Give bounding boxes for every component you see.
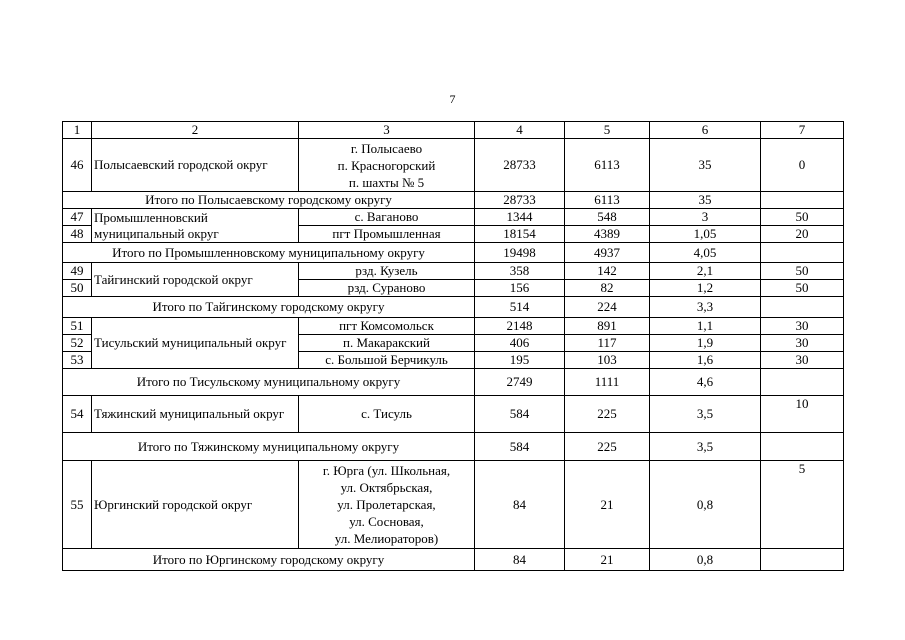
header-cell: 4 — [475, 122, 565, 139]
value-cell — [761, 549, 844, 571]
total-row — [63, 549, 844, 571]
value-cell — [761, 192, 844, 209]
value-cell: 103 — [565, 352, 650, 369]
value-cell: 1344 — [475, 209, 565, 226]
value-cell: 3,3 — [650, 297, 761, 318]
total-label: Итого по Тяжинскому муниципальному округу — [63, 433, 475, 461]
total-label: Итого по Юргинскому городскому округу — [63, 549, 475, 571]
value-cell: 3 — [650, 209, 761, 226]
row-number: 48 — [63, 226, 92, 243]
value-cell: 406 — [475, 335, 565, 352]
value-cell: 50 — [761, 263, 844, 280]
value-cell: 30 — [761, 318, 844, 335]
total-row — [63, 433, 844, 461]
value-cell: 891 — [565, 318, 650, 335]
settlement-name: ул. Мелиораторов) — [334, 531, 439, 546]
value-cell: 28733 — [475, 192, 565, 209]
header-cell: 7 — [761, 122, 844, 139]
table-row — [63, 209, 844, 226]
value-cell: 548 — [565, 209, 650, 226]
value-cell: 2,1 — [650, 263, 761, 280]
value-cell: 2148 — [475, 318, 565, 335]
value-cell: 1,6 — [650, 352, 761, 369]
value-cell: 3,5 — [650, 396, 761, 433]
district-name: Тайгинский городской округ — [92, 263, 299, 297]
table-row — [63, 263, 844, 280]
value-cell: 3,5 — [650, 433, 761, 461]
header-cell: 2 — [92, 122, 299, 139]
value-cell: 0,8 — [650, 461, 761, 549]
value-cell: 1111 — [565, 369, 650, 396]
total-label: Итого по Тисульскому муниципальному округу — [63, 369, 475, 396]
value-cell: 514 — [475, 297, 565, 318]
page-number: 7 — [449, 92, 456, 106]
value-cell: 225 — [565, 433, 650, 461]
value-cell: 28733 — [475, 139, 565, 192]
district-name: Полысаевский городской округ — [92, 139, 299, 192]
value-cell: 1,2 — [650, 280, 761, 297]
settlement-name: пгт Комсомольск — [299, 318, 475, 335]
header-cell: 6 — [650, 122, 761, 139]
total-label: Итого по Тайгинскому городскому округу — [63, 297, 475, 318]
value-cell — [761, 369, 844, 396]
value-cell: 18154 — [475, 226, 565, 243]
settlement-name: п. Красногорский — [337, 157, 436, 173]
row-number: 46 — [63, 139, 92, 192]
total-row — [63, 297, 844, 318]
row-number: 55 — [63, 461, 92, 549]
value-cell: 224 — [565, 297, 650, 318]
table-row — [63, 318, 844, 335]
value-cell: 84 — [475, 461, 565, 549]
value-cell: 6113 — [565, 139, 650, 192]
value-cell: 35 — [650, 192, 761, 209]
district-name: Тяжинский муниципальный округ — [92, 396, 299, 433]
value-cell: 1,05 — [650, 226, 761, 243]
value-cell: 6113 — [565, 192, 650, 209]
value-cell: 30 — [761, 335, 844, 352]
settlement-name: с. Большой Берчикуль — [299, 352, 475, 369]
district-name: Тисульский муниципальный округ — [92, 318, 299, 369]
total-label: Итого по Полысаевскому городскому округу — [63, 192, 475, 209]
settlement-name: пгт Промышленная — [299, 226, 475, 243]
value-cell: 21 — [565, 549, 650, 571]
value-cell: 584 — [475, 396, 565, 433]
total-row — [63, 243, 844, 263]
settlement-name: рзд. Кузель — [299, 263, 475, 280]
row-number: 51 — [63, 318, 92, 335]
table-row — [63, 461, 844, 549]
table-row — [63, 139, 844, 192]
data-table — [62, 121, 844, 571]
row-number: 54 — [63, 396, 92, 433]
value-cell: 358 — [475, 263, 565, 280]
value-cell: 225 — [565, 396, 650, 433]
value-cell: 0 — [761, 139, 844, 192]
value-cell: 19498 — [475, 243, 565, 263]
settlement-name: рзд. Сураново — [299, 280, 475, 297]
value-cell — [761, 297, 844, 318]
value-cell: 195 — [475, 352, 565, 369]
value-cell: 21 — [565, 461, 650, 549]
settlement-cell — [299, 139, 475, 192]
value-cell: 4389 — [565, 226, 650, 243]
settlement-name: ул. Сосновая, — [349, 514, 424, 529]
total-row — [63, 369, 844, 396]
row-number: 47 — [63, 209, 92, 226]
value-cell: 142 — [565, 263, 650, 280]
total-row — [63, 192, 844, 209]
value-cell: 5 — [761, 461, 844, 549]
settlement-name: с. Тисуль — [299, 396, 475, 433]
header-cell: 5 — [565, 122, 650, 139]
value-cell: 2749 — [475, 369, 565, 396]
district-name: Промышленновский муниципальный округ — [92, 209, 299, 243]
settlement-name: с. Ваганово — [299, 209, 475, 226]
value-cell: 20 — [761, 226, 844, 243]
row-number: 53 — [63, 352, 92, 369]
settlement-name: п. Макаракский — [299, 335, 475, 352]
settlement-name: ул. Пролетарская, — [337, 497, 436, 512]
value-cell: 84 — [475, 549, 565, 571]
value-cell: 4,6 — [650, 369, 761, 396]
value-cell: 50 — [761, 209, 844, 226]
table-header-row — [63, 122, 844, 139]
value-cell: 1,9 — [650, 335, 761, 352]
settlement-name: ул. Октябрьская, — [340, 480, 433, 495]
value-cell: 10 — [761, 396, 844, 433]
settlement-name: г. Юрга (ул. Школьная, — [322, 463, 451, 478]
header-cell: 3 — [299, 122, 475, 139]
value-cell: 0,8 — [650, 549, 761, 571]
value-cell: 584 — [475, 433, 565, 461]
value-cell: 4937 — [565, 243, 650, 263]
settlement-name: п. шахты № 5 — [348, 174, 425, 190]
value-cell: 50 — [761, 280, 844, 297]
district-name: Юргинский городской округ — [92, 461, 299, 549]
settlement-name: г. Полысаево — [350, 140, 423, 156]
value-cell: 35 — [650, 139, 761, 192]
row-number: 52 — [63, 335, 92, 352]
value-cell: 30 — [761, 352, 844, 369]
value-cell: 117 — [565, 335, 650, 352]
value-cell — [761, 433, 844, 461]
table-row — [63, 396, 844, 433]
value-cell: 82 — [565, 280, 650, 297]
value-cell: 4,05 — [650, 243, 761, 263]
value-cell — [761, 243, 844, 263]
total-label: Итого по Промышленновскому муниципальному округу — [63, 243, 475, 263]
settlement-cell — [299, 461, 475, 549]
value-cell: 156 — [475, 280, 565, 297]
row-number: 50 — [63, 280, 92, 297]
row-number: 49 — [63, 263, 92, 280]
value-cell: 1,1 — [650, 318, 761, 335]
header-cell: 1 — [63, 122, 92, 139]
